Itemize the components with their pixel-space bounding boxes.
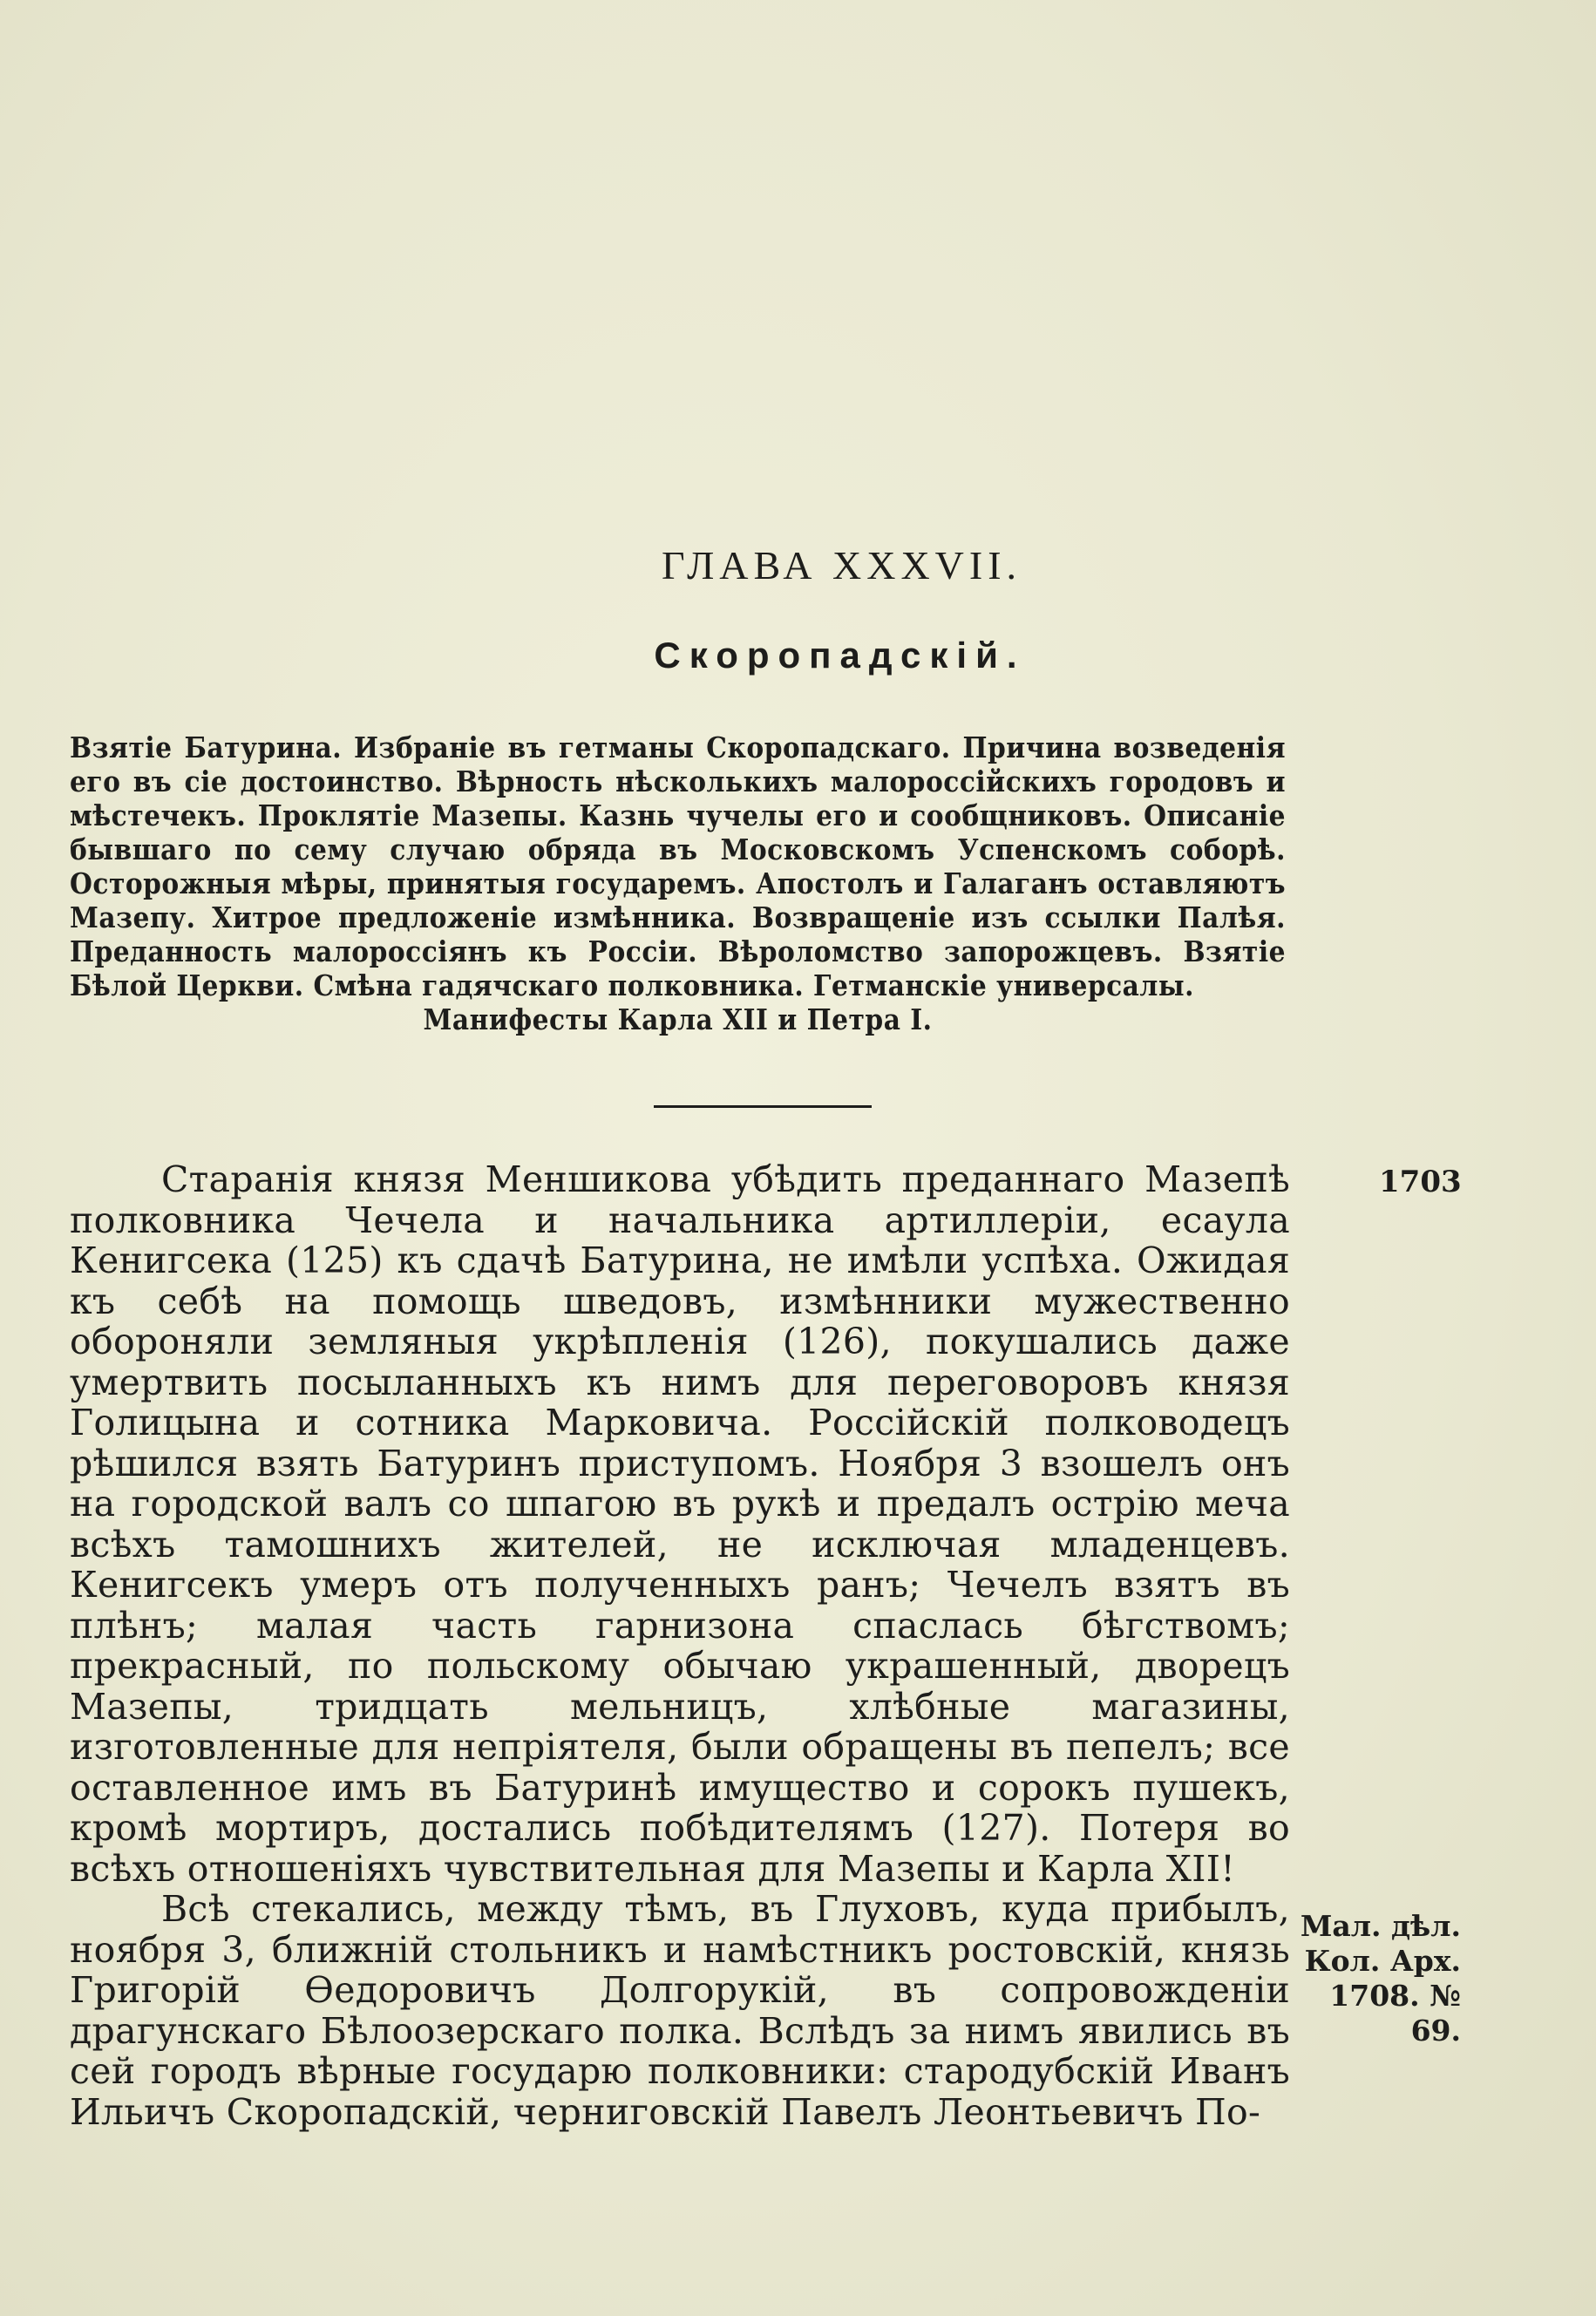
chapter-summary	[70, 730, 1286, 1036]
body-text	[70, 1159, 1290, 2132]
margin-note-line-2: Кол. Арх.	[1304, 1944, 1461, 1978]
body-paragraph-1: Старанія князя Меншикова убѣдить преданнаго Мазепѣ полковника Чечела и начальника артиллеріи, есаула Кенигсека (125) къ сдачѣ Батурина, не имѣли успѣха. Ожидая къ себѣ на помощь шведовъ, измѣнники мужественно обороняли земляныя укрѣпленія (126), покушались даже умертвить посыланныхъ къ нимъ для переговоровъ князя Голицына и сотника Марковича. Россійскій полководецъ рѣшился взять Батуринъ приступомъ. Ноября 3 взошелъ онъ на городской валъ со шпагою въ рукѣ и предалъ острію меча всѣхъ тамошнихъ жителей, не исключая младенцевъ. Кенигсекъ умеръ отъ полученныхъ ранъ; Чечелъ взятъ въ плѣнъ; малая часть гарнизона спаслась бѣгствомъ; прекрасный, по польскому обычаю украшенный, дворецъ Мазепы, тридцать мельницъ, хлѣбные магазины, изготовленные для непріятеля, были обращены въ пепелъ; все оставленное имъ въ Батуринѣ имущество и сорокъ пушекъ, кромѣ мортиръ, достались побѣдителямъ (127). Потеря во всѣхъ отношеніяхъ чувствительная для Мазепы и Карла XII!	[70, 1158, 1290, 1890]
margin-year: 1703	[1379, 1165, 1462, 1199]
margin-note-line-3: 1708. № 69.	[1329, 1979, 1461, 2048]
margin-source-note	[1287, 1909, 1461, 2048]
body-paragraph-2: Всѣ стекались, между тѣмъ, въ Глуховъ, куда прибылъ, ноября 3, ближній стольникъ и намѣстникъ ростовскій, князь Григорій Ѳедоровичъ Долгорукій, въ сопровожденіи драгунскаго Бѣлоозерскаго полка. Вслѣдъ за нимъ явились въ сей городъ вѣрные государю полковники: стародубскій Иванъ Ильичъ Скоропадскій, черниговскій Павелъ Леонтьевичъ По-	[70, 1888, 1290, 2133]
chapter-heading: ГЛАВА XXXVII.	[661, 543, 1022, 587]
margin-note-line-1: Мал. дѣл.	[1300, 1909, 1461, 1943]
summary-last-line: Манифесты Карла XII и Петра I.	[423, 1002, 933, 1036]
chapter-title: Скоропадскій.	[654, 635, 1026, 676]
section-divider	[654, 1105, 872, 1108]
summary-text: Взятіе Батурина. Избраніе въ гетманы Скоропадскаго. Причина возведенія его въ сіе достоинство. Вѣрность нѣсколькихъ малороссійскихъ городовъ и мѣстечекъ. Проклятіе Мазепы. Казнь чучелы его и сообщниковъ. Описаніе бывшаго по сему случаю обряда въ Московскомъ Успенскомъ соборѣ. Осторожныя мѣры, принятыя государемъ. Апостолъ и Галаганъ оставляютъ Мазепу. Хитрое предложеніе измѣнника. Возвращеніе изъ ссылки Палѣя. Преданность малороссіянъ къ Россіи. Вѣроломство запорожцевъ. Взятіе Бѣлой Церкви. Смѣна гадячскаго полковника. Гетманскіе универсалы.	[70, 730, 1286, 1002]
